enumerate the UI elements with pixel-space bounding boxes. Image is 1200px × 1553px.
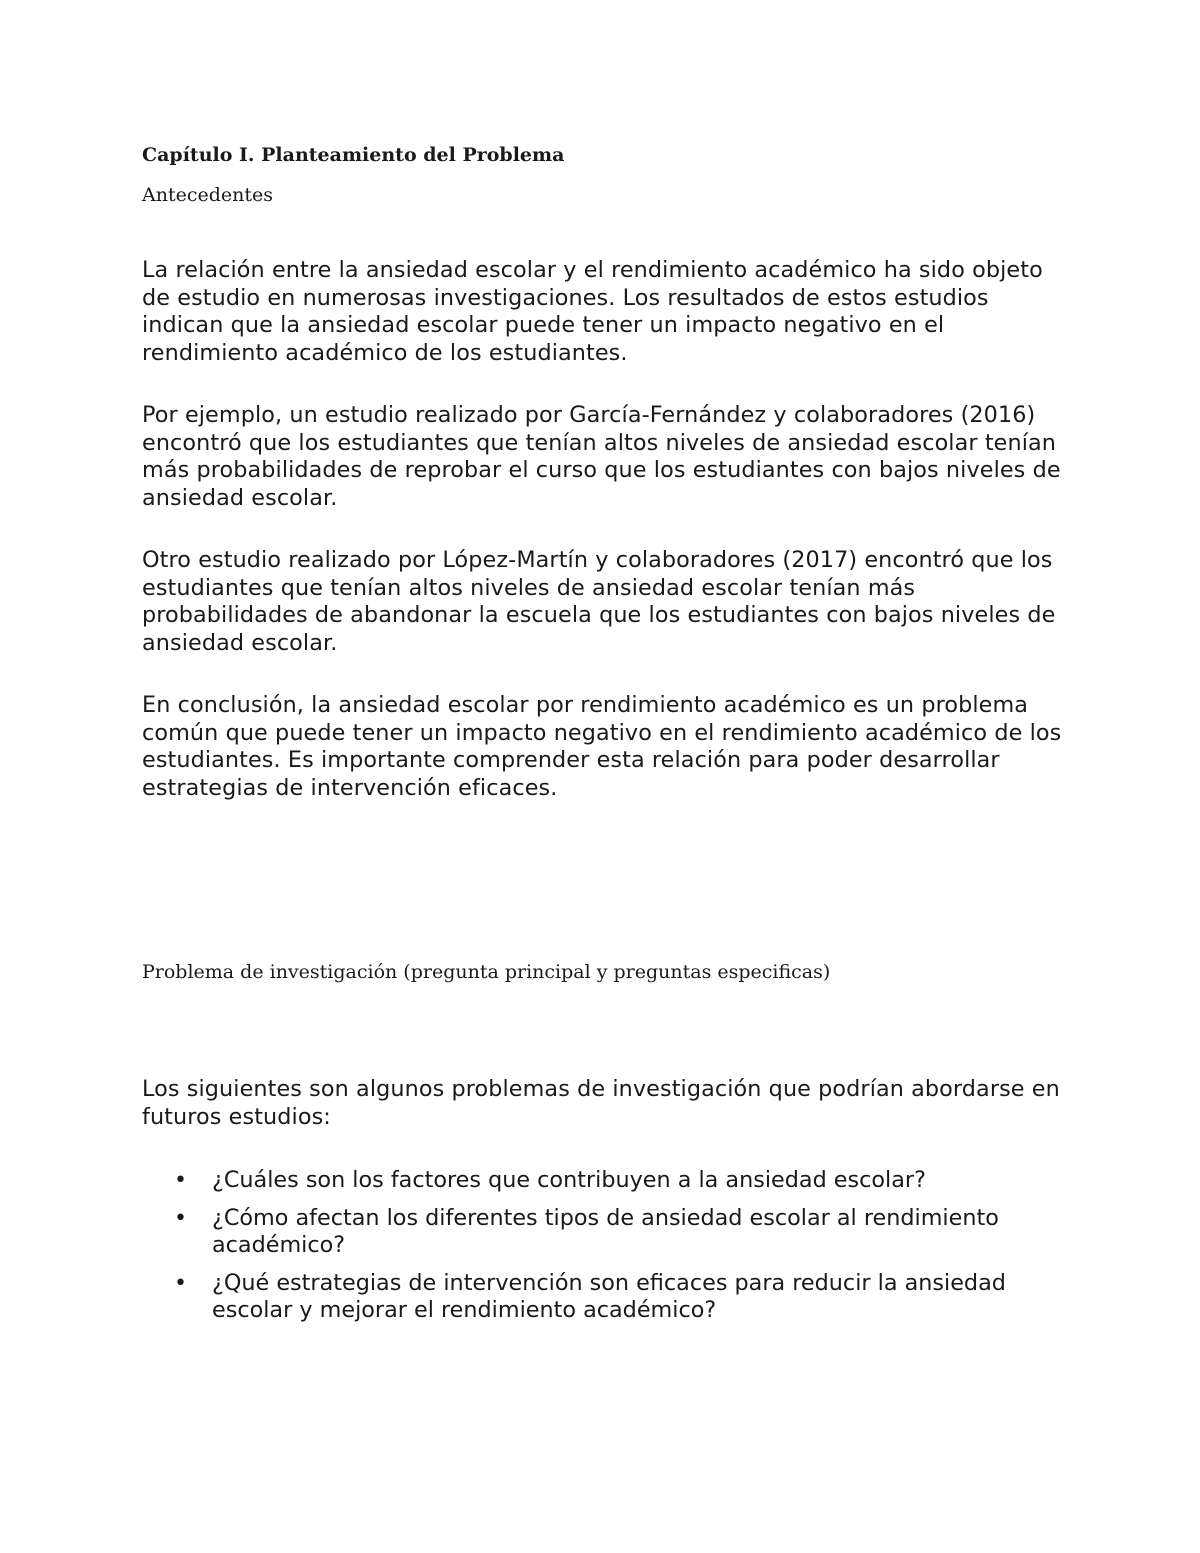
antecedentes-heading: Antecedentes	[142, 184, 273, 206]
paragraph-relacion: La relación entre la ansiedad escolar y el rendimiento académico ha sido objeto de estudio en numerosas investigaciones. Los resultados de estos estudios indican que la ansiedad escolar puede tener un impacto negativo en el rendimiento académico de los estudiantes.	[142, 257, 1043, 366]
bullet-icon: •	[174, 1205, 187, 1231]
list-item	[142, 1205, 1082, 1260]
bullet-icon: •	[174, 1270, 187, 1296]
paragraph-ejemplo: Por ejemplo, un estudio realizado por García-Fernández y colaboradores (2016) encontró que los estudiantes que tenían altos niveles de ansiedad escolar tenían más probabilidades de reprobar el curso que los estudiantes con bajos niveles de ansiedad escolar.	[142, 402, 1061, 511]
question-text: ¿Cómo afectan los diferentes tipos de ansiedad escolar al rendimiento académico?	[212, 1204, 999, 1258]
problema-intro: Los siguientes son algunos problemas de investigación que podrían abordarse en futuros estudios:	[142, 1076, 1060, 1130]
paragraph-conclusion: En conclusión, la ansiedad escolar por rendimiento académico es un problema común que puede tener un impacto negativo en el rendimiento académico de los estudiantes. Es importante comprender esta relación para poder desarrollar estrategias de intervención eficaces.	[142, 692, 1062, 801]
question-list	[142, 1167, 1082, 1335]
chapter-title: Capítulo I. Planteamiento del Problema	[142, 144, 565, 166]
list-item	[142, 1270, 1082, 1325]
question-text: ¿Cuáles son los factores que contribuyen a la ansiedad escolar?	[212, 1167, 926, 1193]
list-item	[142, 1167, 1082, 1195]
paragraph-otro-estudio: Otro estudio realizado por López-Martín y colaboradores (2017) encontró que los estudiantes que tenían altos niveles de ansiedad escolar tenían más probabilidades de abandonar la escuela que los estudiantes con bajos niveles de ansiedad escolar.	[142, 547, 1056, 656]
problema-heading: Problema de investigación (pregunta principal y preguntas especificas)	[142, 961, 831, 983]
bullet-icon: •	[174, 1168, 187, 1193]
question-text: ¿Qué estrategias de intervención son eficaces para reducir la ansiedad escolar y mejorar el rendimiento académico?	[212, 1269, 1006, 1323]
